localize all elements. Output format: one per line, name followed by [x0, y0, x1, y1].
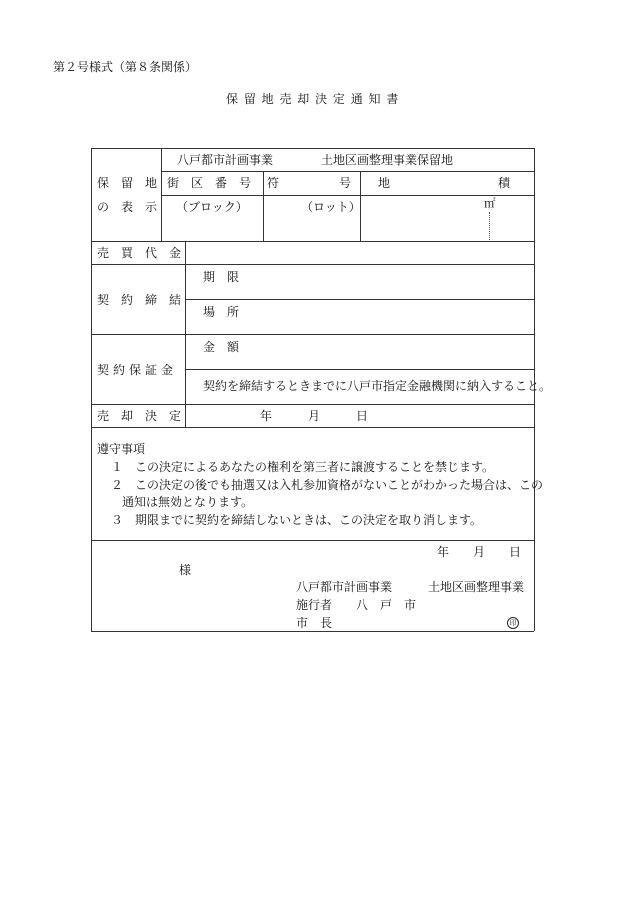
executor-line: 施行者 八 戸 市	[296, 598, 417, 612]
rule-item-2: ２ この決定の後でも抽選又は入札参加資格がないことがわかった場合は、この	[111, 478, 544, 492]
lot-number-header: 符 号	[267, 176, 352, 190]
seal-icon: 印	[507, 617, 519, 629]
block-unit: （ブロック）	[176, 200, 248, 214]
deposit-label: 契約保証金	[97, 363, 178, 377]
area-unit: ㎡	[484, 196, 496, 210]
area-header: 地 積	[378, 176, 511, 190]
mayor-line: 市 長	[296, 616, 333, 630]
rule-item-1: １ この決定によるあなたの権利を第三者に譲渡することを禁じます。	[111, 460, 495, 474]
contract-label: 契 約 締 結	[97, 293, 182, 307]
price-label: 売 買 代 金	[97, 246, 182, 260]
footer-date: 年 月 日	[437, 545, 522, 559]
document-title: 保 留 地 売 却 決 定 通 知 書	[226, 92, 400, 106]
contract-place-label: 場 所	[203, 305, 240, 319]
land-label-2: の 表 示	[97, 200, 158, 214]
block-number-header: 街 区 番 号	[167, 176, 252, 190]
deposit-note: 契約を締結するときまでに八戸市指定金融機関に納入すること。	[203, 379, 552, 393]
addressee-suffix: 様	[179, 563, 192, 577]
decision-date: 年 月 日	[260, 409, 369, 423]
deposit-amount-label: 金 額	[203, 340, 240, 354]
rule-item-3: ３ 期限までに契約を締結しないときは、この決定を取り消します。	[111, 513, 483, 527]
land-label-1: 保 留 地	[97, 176, 158, 190]
contract-deadline-label: 期 限	[203, 270, 240, 284]
issuer-line: 八戸都市計画事業 土地区画整理事業	[296, 580, 525, 594]
rules-heading: 遵守事項	[97, 442, 146, 456]
lot-unit: （ロット）	[301, 200, 361, 214]
form-number: 第２号様式（第８条関係）	[53, 60, 198, 74]
land-project-line: 八戸都市計画事業 土地区画整理事業保留地	[177, 153, 454, 167]
decision-label: 売 却 決 定	[97, 409, 182, 423]
rule-item-2-cont: 通知は無効となります。	[122, 495, 254, 509]
